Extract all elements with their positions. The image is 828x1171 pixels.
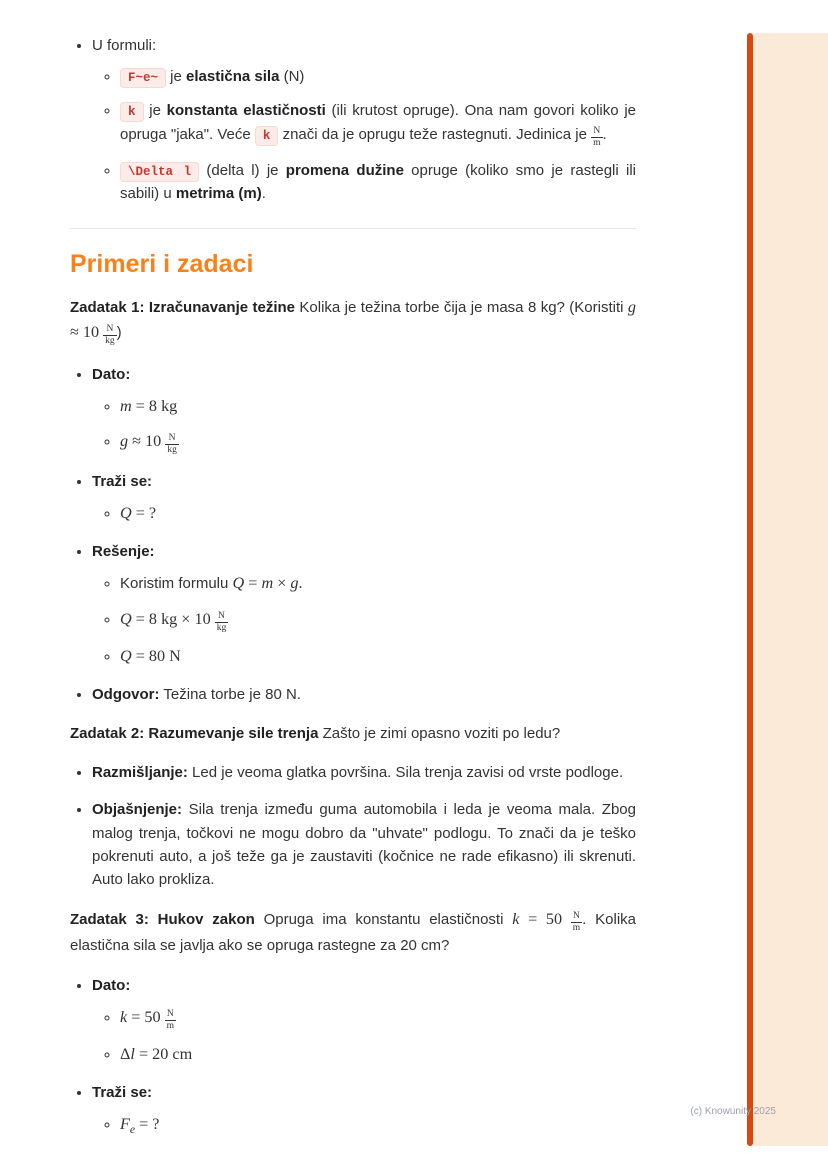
math-var-g: g bbox=[290, 574, 299, 593]
list-item bbox=[120, 501, 636, 526]
trazi-sublist bbox=[92, 501, 636, 526]
math-run: ≈ 10 bbox=[128, 431, 166, 450]
bold-run: konstanta elastičnosti bbox=[166, 101, 326, 119]
label-trazi-se: Traži se: bbox=[92, 1083, 153, 1101]
math-run: = 8 kg × 10 bbox=[131, 609, 215, 628]
list-item bbox=[120, 99, 636, 149]
math-expression bbox=[233, 574, 303, 592]
label-resenje: Rešenje: bbox=[92, 543, 155, 561]
math-run: = bbox=[244, 574, 262, 593]
resenje-sublist bbox=[92, 571, 636, 668]
text-run: Zašto je zimi opasno voziti po ledu? bbox=[318, 724, 561, 742]
math-var-m: m bbox=[261, 574, 274, 593]
text-run: . bbox=[261, 185, 266, 203]
bold-run: promena dužine bbox=[285, 161, 404, 179]
math-var-q: Q bbox=[120, 504, 132, 523]
text-run: je bbox=[143, 101, 167, 119]
list-item bbox=[120, 607, 636, 634]
math-var-k: k bbox=[512, 910, 520, 929]
bold-run: elastična sila bbox=[186, 68, 280, 86]
math-var-k: k bbox=[120, 1007, 128, 1026]
fraction-n-per-m bbox=[165, 1009, 176, 1032]
math-expression bbox=[120, 397, 177, 415]
task3-statement bbox=[70, 907, 636, 957]
copyright-notice: (c) Knowunity 2025 bbox=[690, 1106, 776, 1117]
code-chip-k: k bbox=[120, 102, 144, 122]
math-run: . bbox=[298, 574, 303, 593]
text-run: Koristim formulu bbox=[120, 575, 233, 593]
text-run: Težina torbe je 80 N. bbox=[159, 685, 301, 703]
text-run: opruge (koliko smo je rastegli ili sabili) u bbox=[120, 161, 636, 203]
fraction-denominator: m bbox=[572, 923, 581, 934]
fraction-numerator: N bbox=[168, 433, 176, 444]
math-delta-symbol: Δ bbox=[120, 1044, 131, 1063]
math-var-q: Q bbox=[232, 574, 245, 593]
list-item bbox=[120, 1042, 636, 1067]
fraction-numerator: N bbox=[218, 610, 225, 621]
math-expression bbox=[120, 609, 228, 633]
fraction-denominator: m bbox=[166, 1020, 175, 1031]
dato-sublist bbox=[92, 394, 636, 456]
fraction-numerator: N bbox=[573, 911, 580, 922]
bold-run: metrima (m) bbox=[175, 185, 262, 203]
list-item bbox=[92, 540, 636, 668]
list-item bbox=[92, 798, 636, 891]
fraction-numerator: N bbox=[106, 323, 114, 334]
math-run: = 20 cm bbox=[134, 1044, 193, 1063]
page-edge-band bbox=[753, 33, 828, 1146]
fraction-numerator: N bbox=[593, 126, 601, 137]
list-item bbox=[120, 159, 636, 206]
label-odgovor: Odgovor: bbox=[92, 685, 160, 703]
math-expression bbox=[120, 1045, 192, 1063]
fraction-denominator: m bbox=[593, 138, 601, 148]
math-var-e: e bbox=[129, 1123, 136, 1137]
list-item bbox=[120, 394, 636, 419]
math-run: = 8 kg bbox=[131, 396, 178, 415]
task3-title: Zadatak 3: Hukov zakon bbox=[70, 911, 255, 929]
math-var-q: Q bbox=[120, 646, 132, 665]
fraction-denominator: kg bbox=[105, 335, 115, 346]
task1-statement bbox=[70, 295, 636, 347]
text-run: (delta l) je bbox=[199, 161, 286, 179]
text-run: . bbox=[602, 126, 607, 143]
math-expression bbox=[120, 1115, 160, 1137]
list-item bbox=[120, 65, 636, 88]
code-chip-delta-l: \Delta l bbox=[120, 162, 199, 182]
math-run: = 50 bbox=[519, 910, 571, 929]
formula-list bbox=[70, 34, 636, 206]
math-run: ≈ 10 bbox=[70, 322, 104, 341]
code-chip-fe: F~e~ bbox=[120, 68, 166, 88]
list-item bbox=[92, 34, 636, 206]
label-dato: Dato: bbox=[92, 976, 131, 994]
list-item bbox=[92, 761, 636, 784]
task2-work-list bbox=[70, 761, 636, 891]
math-var-f: F bbox=[120, 1115, 130, 1134]
list-item bbox=[120, 571, 636, 596]
task3-work-list bbox=[70, 974, 636, 1140]
list-item bbox=[92, 1081, 636, 1140]
text-run: znači da je oprugu teže rastegnuti. Jedinica je bbox=[278, 126, 592, 143]
math-var-m: m bbox=[120, 396, 132, 415]
text-run: je bbox=[166, 68, 187, 86]
task2-statement bbox=[70, 722, 636, 745]
list-item bbox=[92, 363, 636, 456]
list-item bbox=[92, 470, 636, 526]
fraction-numerator: N bbox=[166, 1008, 174, 1019]
text-run: (N) bbox=[279, 68, 305, 86]
label-trazi-se: Traži se: bbox=[92, 472, 153, 490]
label-dato: Dato: bbox=[92, 365, 131, 383]
list-item bbox=[92, 683, 636, 706]
formula-sublist bbox=[92, 65, 636, 205]
math-run: = 80 N bbox=[131, 646, 181, 665]
math-run: × bbox=[273, 574, 291, 593]
math-var-q: Q bbox=[120, 609, 132, 628]
list-item bbox=[120, 1005, 636, 1032]
math-run: = ? bbox=[131, 504, 157, 523]
fraction-n-per-m bbox=[571, 911, 582, 934]
fraction-n-per-m bbox=[591, 126, 602, 149]
fraction-n-per-kg bbox=[215, 611, 229, 634]
task1-work-list bbox=[70, 363, 636, 706]
math-var-g: g bbox=[627, 297, 636, 316]
math-var-l: l bbox=[130, 1044, 135, 1063]
math-expression bbox=[512, 910, 582, 934]
list-item bbox=[92, 974, 636, 1067]
code-chip-k: k bbox=[255, 126, 279, 146]
math-run: = 50 bbox=[127, 1007, 165, 1026]
text-run: Led je veoma glatka površina. Sila trenja zavisi od vrste podloge. bbox=[187, 764, 624, 782]
text-run: Sila trenja između guma automobila i leda je veoma mala. Zbog malog trenja, točkovi ne mogu dobro da "uhvate" podlogu. To znači da je teško pokrenuti auto, a još teže ga je zaustaviti (kočnice ne rade efikasno) ili skrenuti. Auto lako prokliza. bbox=[92, 801, 636, 889]
text-run: Opruga ima konstantu elastičnosti bbox=[254, 911, 513, 929]
label-razmisljanje: Razmišljanje: bbox=[92, 764, 188, 782]
math-var-g: g bbox=[120, 431, 129, 450]
fraction-denominator: kg bbox=[216, 622, 227, 633]
section-divider bbox=[70, 228, 636, 229]
fraction-denominator: kg bbox=[167, 444, 177, 455]
trazi-sublist bbox=[92, 1112, 636, 1139]
fraction-n-per-kg bbox=[165, 433, 179, 456]
list-item bbox=[120, 644, 636, 669]
math-expression bbox=[120, 431, 179, 455]
list-item bbox=[120, 1112, 636, 1139]
formula-intro-label: U formuli: bbox=[92, 37, 157, 54]
dato-sublist bbox=[92, 1005, 636, 1067]
list-item bbox=[120, 429, 636, 456]
text-run: (ili krutost opruge). Ona nam govori koliko je opruga "jaka". Veće bbox=[120, 101, 636, 143]
text-run: . Kolika elastična sila se javlja ako se opruga rastegne za 20 cm? bbox=[70, 911, 636, 955]
document-content bbox=[70, 34, 636, 1139]
math-expression bbox=[120, 647, 181, 665]
math-run: = ? bbox=[135, 1115, 160, 1134]
text-run: Kolika je težina torbe čija je masa 8 kg? (Koristiti bbox=[295, 298, 628, 316]
math-expression bbox=[591, 125, 602, 148]
math-expression bbox=[120, 504, 156, 522]
text-run: ) bbox=[116, 323, 122, 341]
label-objasnjenje: Objašnjenje: bbox=[92, 801, 183, 819]
section-heading: Primeri i zadaci bbox=[70, 249, 254, 278]
task1-title: Zadatak 1: Izračunavanje težine bbox=[70, 298, 295, 316]
math-expression bbox=[120, 1007, 176, 1031]
fraction-n-per-kg bbox=[103, 324, 117, 347]
task2-title: Zadatak 2: Razumevanje sile trenja bbox=[70, 724, 319, 742]
